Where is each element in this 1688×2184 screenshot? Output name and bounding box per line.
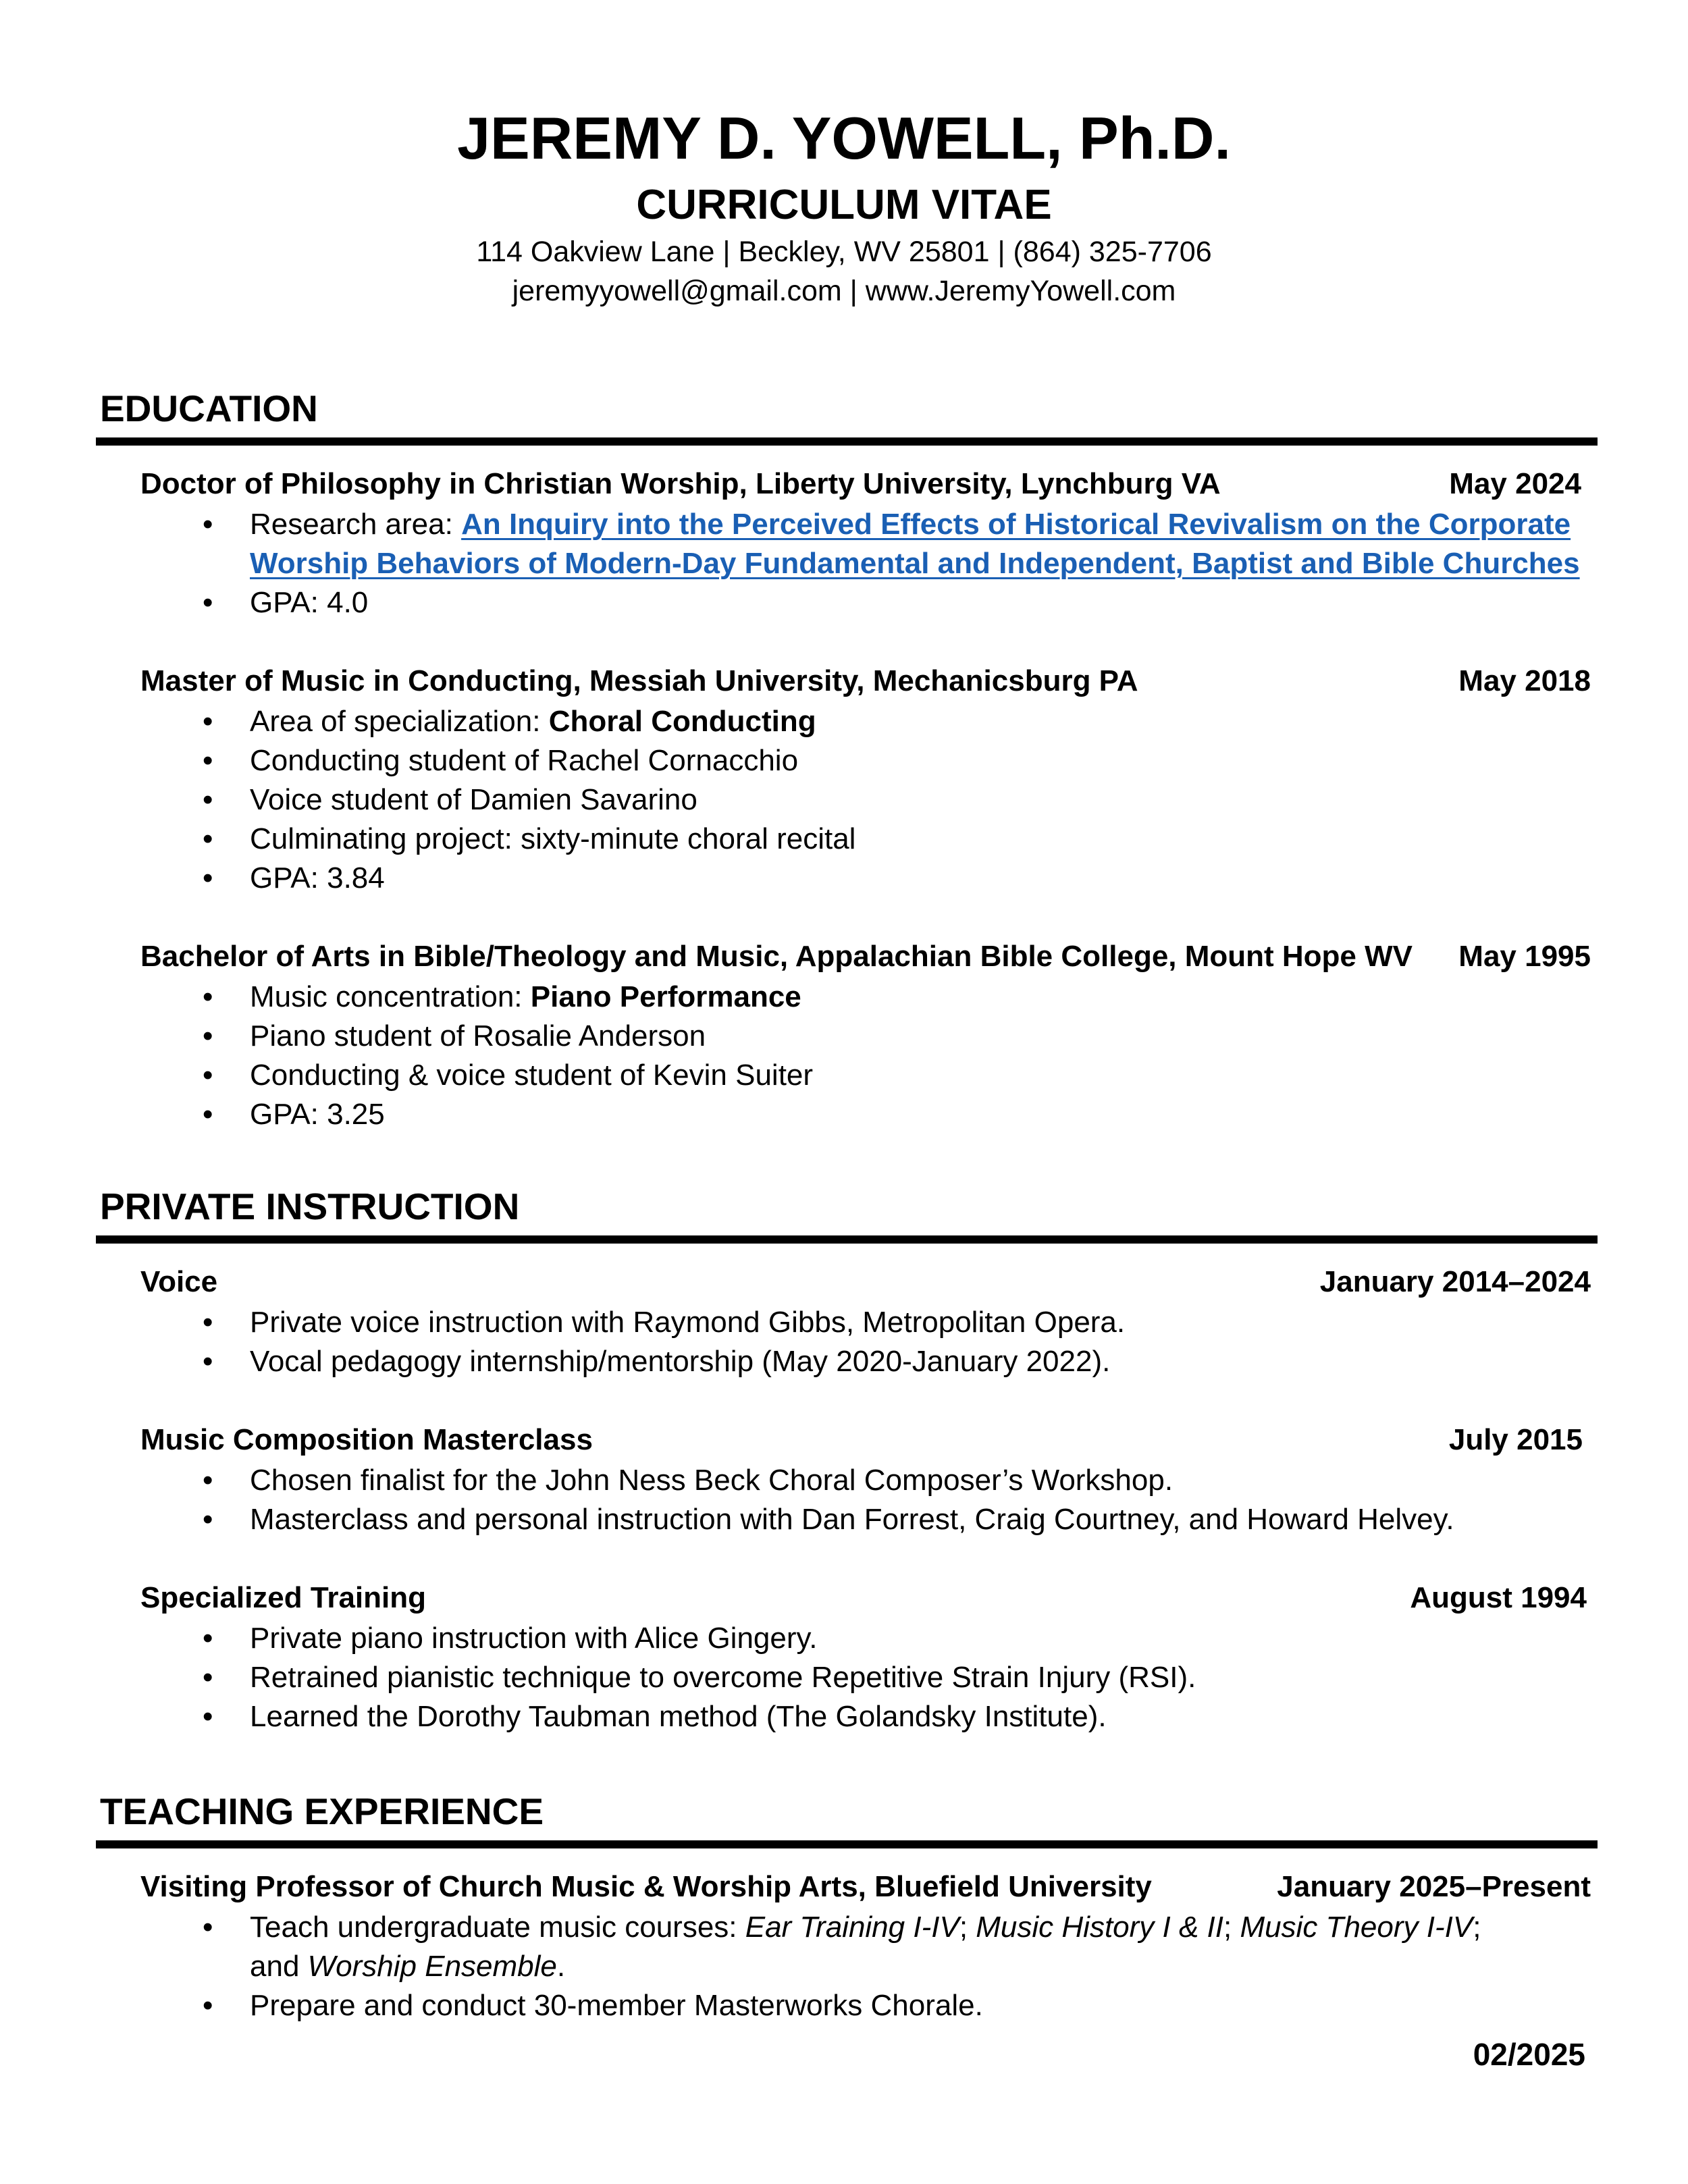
bullet-icon: •: [203, 783, 213, 816]
conc-value: Piano Performance: [530, 980, 801, 1013]
detail-text: Chosen finalist for the John Ness Beck Choral Composer’s Workshop.: [250, 1464, 1173, 1497]
detail-text: Learned the Dorothy Taubman method (The Golandsky Institute).: [250, 1700, 1107, 1733]
gpa-text: GPA: 4.0: [250, 586, 369, 619]
entry-details: [140, 1461, 1591, 1539]
research-label: Research area:: [250, 508, 462, 541]
course-name: Worship Ensemble: [307, 1950, 557, 1983]
entry-details: [140, 1303, 1591, 1381]
entry-details: [140, 505, 1591, 622]
detail-text: Private voice instruction with Raymond Gibbs, Metropolitan Opera.: [250, 1306, 1126, 1339]
contact-address-line: 114 Oakview Lane | Beckley, WV 25801 | (864) 325-7706: [476, 236, 1212, 268]
bullet-icon: •: [203, 1464, 213, 1497]
revision-date: 02/2025: [1473, 2037, 1585, 2072]
list-item: [140, 1619, 1591, 1658]
private-entry-composition: [140, 1419, 1591, 1539]
bullet-icon: •: [203, 1019, 213, 1053]
list-item: [140, 505, 1591, 544]
entry-date: July 2015: [1448, 1423, 1583, 1456]
entry-details: [140, 1908, 1591, 2025]
course-name: Music History I & II: [976, 1911, 1223, 1944]
bullet-icon: •: [203, 586, 213, 619]
bullet-icon: •: [203, 1661, 213, 1694]
bullet-icon: •: [203, 1345, 213, 1378]
list-item: [140, 859, 1591, 898]
separator: ;: [1223, 1911, 1240, 1944]
list-item: [140, 1986, 1591, 2025]
bullet-icon: •: [203, 508, 213, 541]
list-item: [140, 978, 1591, 1017]
entry-date: May 2024: [1449, 467, 1581, 500]
section-title-education: EDUCATION: [100, 388, 318, 429]
degree-title: Master of Music in Conducting, Messiah University, Mechanicsburg PA: [140, 664, 1138, 697]
list-item: [140, 544, 1591, 583]
degree-title: Doctor of Philosophy in Christian Worship, Liberty University, Lynchburg VA: [140, 467, 1221, 500]
section-title-teaching: TEACHING EXPERIENCE: [100, 1790, 544, 1832]
contact-web-line: jeremyyowell@gmail.com | www.JeremyYowell.com: [512, 275, 1176, 307]
education-section: [100, 385, 1593, 1134]
bullet-icon: •: [203, 1503, 213, 1536]
entry-date: May 2018: [1458, 664, 1591, 697]
bullet-icon: •: [203, 744, 213, 777]
entry-title: Voice: [140, 1265, 218, 1298]
bullet-icon: •: [203, 1622, 213, 1655]
education-entry-ba: [140, 936, 1591, 1134]
teaching-entry-bluefield: [140, 1866, 1591, 2025]
list-item: [140, 1303, 1591, 1342]
course-name: Ear Training I-IV: [745, 1911, 959, 1944]
bullet-icon: •: [203, 705, 213, 738]
detail-text: Conducting & voice student of Kevin Suiter: [250, 1059, 814, 1092]
entry-title: Specialized Training: [140, 1581, 427, 1614]
list-item: [140, 1500, 1591, 1539]
entry-details: [140, 702, 1591, 898]
list-item: [140, 780, 1591, 820]
detail-text: Retrained pianistic technique to overcome Repetitive Strain Injury (RSI).: [250, 1661, 1196, 1694]
bullet-icon: •: [203, 822, 213, 855]
teaching-section: [100, 1788, 1593, 2025]
entry-details: [140, 1619, 1591, 1736]
period: .: [556, 1950, 566, 1983]
and-text: and: [250, 1950, 308, 1983]
detail-text: Vocal pedagogy internship/mentorship (May 2020-January 2022).: [250, 1345, 1111, 1378]
list-item: [140, 1658, 1591, 1697]
entry-heading: [140, 936, 1591, 978]
spec-label: Area of specialization:: [250, 705, 549, 738]
separator: ;: [1473, 1911, 1481, 1944]
gpa-text: GPA: 3.84: [250, 861, 385, 895]
document-title: CURRICULUM VITAE: [636, 182, 1052, 228]
section-title-private: PRIVATE INSTRUCTION: [100, 1186, 520, 1227]
person-name: JEREMY D. YOWELL, Ph.D.: [457, 105, 1231, 171]
list-item: [140, 702, 1591, 741]
research-link-continued[interactable]: Worship Behaviors of Modern-Day Fundamental and Independent, Baptist and Bible Churches: [250, 547, 1580, 580]
bullet-icon: •: [203, 1700, 213, 1733]
list-item: [140, 820, 1591, 859]
education-entry-mm: [140, 660, 1591, 898]
bullet-icon: •: [203, 1306, 213, 1339]
bullet-icon: •: [203, 980, 213, 1013]
entry-date: May 1995: [1458, 940, 1591, 973]
entry-heading: [140, 1261, 1591, 1303]
bullet-icon: •: [203, 1911, 213, 1944]
conc-label: Music concentration:: [250, 980, 531, 1013]
entry-date: January 2014–2024: [1319, 1265, 1591, 1298]
private-instruction-section: [100, 1183, 1593, 1736]
detail-text: Piano student of Rosalie Anderson: [250, 1019, 706, 1053]
detail-text: Voice student of Damien Savarino: [250, 783, 697, 816]
entry-date: January 2025–Present: [1277, 1870, 1591, 1903]
bullet-icon: •: [203, 1059, 213, 1092]
entry-heading: [140, 660, 1591, 702]
detail-text: Private piano instruction with Alice Gingery.: [250, 1622, 818, 1655]
list-item: [140, 1017, 1591, 1056]
entry-title: Music Composition Masterclass: [140, 1423, 593, 1456]
list-item: [140, 1697, 1591, 1736]
list-item: [140, 1908, 1591, 1986]
education-entry-phd: [140, 463, 1591, 622]
research-link[interactable]: An Inquiry into the Perceived Effects of Historical Revivalism on the Corporate: [461, 508, 1571, 541]
gpa-text: GPA: 3.25: [250, 1098, 385, 1131]
position-title: Visiting Professor of Church Music & Worship Arts, Bluefield University: [140, 1870, 1152, 1903]
detail-text: Prepare and conduct 30-member Masterworks Chorale.: [250, 1989, 983, 2022]
courses-intro: Teach undergraduate music courses:: [250, 1911, 745, 1944]
private-entry-voice: [140, 1261, 1591, 1381]
cv-header: [0, 101, 1688, 311]
entry-heading: [140, 1419, 1591, 1461]
entry-details: [140, 978, 1591, 1134]
list-item: [140, 1342, 1591, 1381]
list-item: [140, 741, 1591, 780]
entry-heading: [140, 1866, 1591, 1908]
separator: ;: [959, 1911, 976, 1944]
list-item: [140, 583, 1591, 622]
detail-text: Masterclass and personal instruction with Dan Forrest, Craig Courtney, and Howard Helvey.: [250, 1503, 1454, 1536]
list-item: [140, 1461, 1591, 1500]
degree-title: Bachelor of Arts in Bible/Theology and Music, Appalachian Bible College, Mount Hope WV: [140, 940, 1413, 973]
list-item: [140, 1056, 1591, 1095]
bullet-icon: •: [203, 1098, 213, 1131]
course-name: Music Theory I-IV: [1240, 1911, 1473, 1944]
section-divider: [96, 1840, 1598, 1848]
section-divider: [96, 437, 1598, 446]
spec-value: Choral Conducting: [548, 705, 816, 738]
entry-heading: [140, 1577, 1591, 1619]
bullet-icon: •: [203, 861, 213, 895]
entry-heading: [140, 463, 1591, 505]
private-entry-specialized: [140, 1577, 1591, 1736]
section-divider: [96, 1235, 1598, 1244]
bullet-icon: •: [203, 1989, 213, 2022]
detail-text: Conducting student of Rachel Cornacchio: [250, 744, 799, 777]
list-item: [140, 1095, 1591, 1134]
detail-text: Culminating project: sixty-minute choral recital: [250, 822, 856, 855]
entry-date: August 1994: [1410, 1581, 1587, 1614]
